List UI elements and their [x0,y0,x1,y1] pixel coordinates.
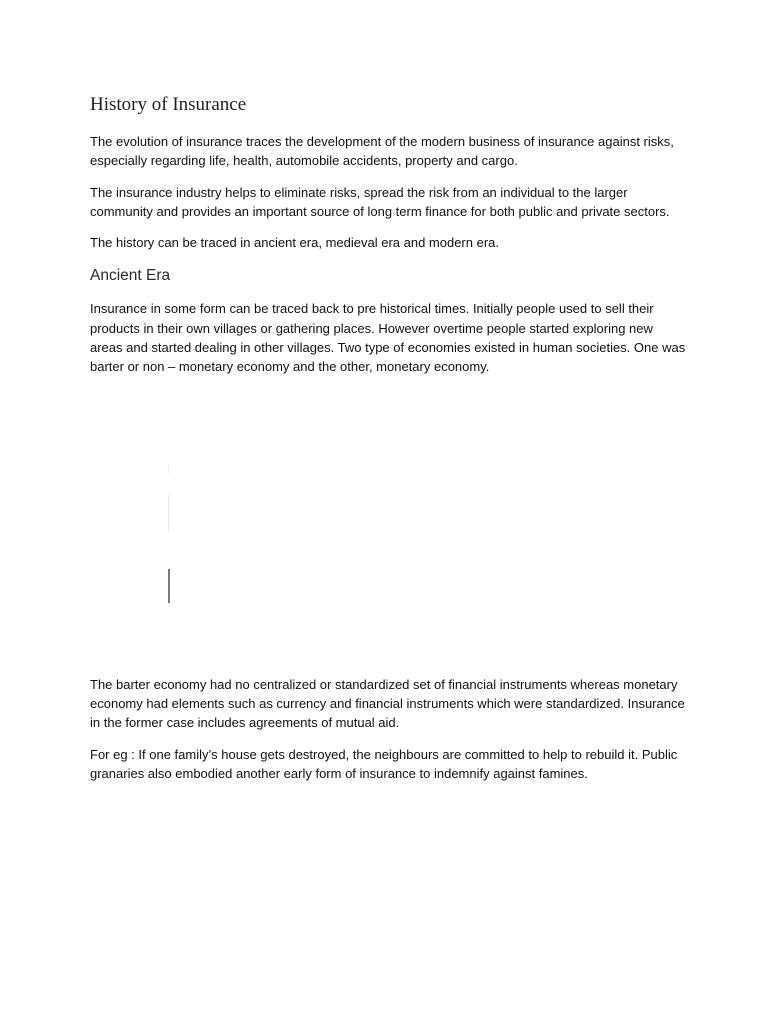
faint-line-mark [168,495,169,531]
section-heading-ancient-era: Ancient Era [90,267,171,285]
ancient-era-paragraph-3: For eg : If one family’s house gets destroyed, the neighbours are committed to help to rebuild it. Public granaries also embodied another early form of insurance to indemnify against famines. [90,746,678,781]
ancient-era-paragraph-1: Insurance in some form can be traced back to pre historical times. Initially people used to sell their products in their own villages or gathering places. However overtime people started exploring new areas and started dealing in other villages. Two type of economies existed in human societies. One was barter or non – monetary economy and the other, monetary economy. [90,301,686,375]
intro-paragraph-3: The history can be traced in ancient era, medieval era and modern era. [90,235,500,251]
vertical-line-mark [168,569,170,603]
faint-line-mark [168,465,169,473]
intro-paragraph-1: The evolution of insurance traces the development of the modern business of insurance against risks, especially regarding life, health, automobile accidents, property and cargo. [90,134,674,169]
page-title: History of Insurance [90,94,247,115]
ancient-era-paragraph-2: The barter economy had no centralized or standardized set of financial instruments whereas monetary economy had elements such as currency and financial instruments which were standardized. Insurance in the former case includes agreements of mutual aid. [90,676,685,731]
document-body [90,92,686,795]
blank-figure-area [90,389,686,675]
intro-paragraph-2: The insurance industry helps to eliminate risks, spread the risk from an individual to the larger community and provides an important source of long term finance for both public and private sectors. [90,184,670,219]
